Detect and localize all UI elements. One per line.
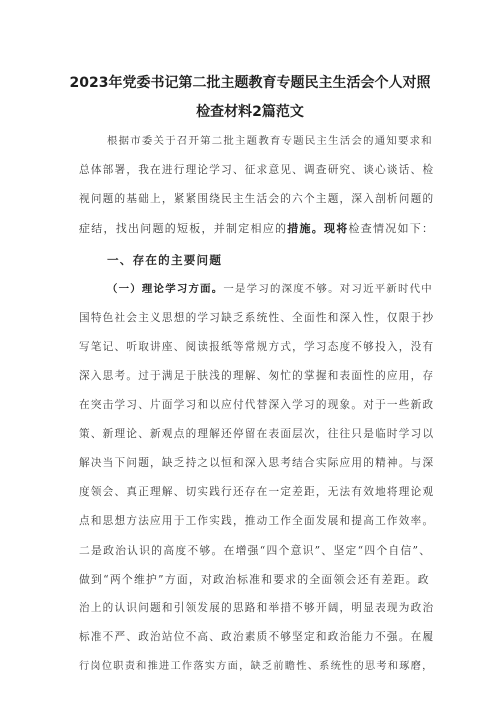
intro-tail-text: 检查情况如下： (348, 222, 435, 235)
body-line: 度领会、真正理解、切实践行还存在一定差距，无法有效地将理论观 (79, 486, 435, 498)
body-line: 二是政治认识的高度不够。在增强“四个意识”、坚定“四个自信”、 (79, 544, 432, 557)
intro-bold-text: 措施。现将 (287, 222, 349, 235)
body-line: 在突击学习、片面学习和以应付代替深入学习的现象。对于一些新政 (79, 399, 435, 411)
intro-line-last (79, 221, 434, 236)
subsection-first-line (107, 282, 434, 297)
body-line: 深入思考。过于满足于肤浅的理解、匆忙的掌握和表面性的应用，存 (79, 370, 435, 382)
intro-line: 视问题的基础上，紧紧围绕民主生活会的六个主题，深入剖析问题的 (79, 193, 435, 205)
document-title-line-1: 2023年党委书记第二批主题教育专题民主生活会个人对照 (69, 75, 431, 91)
document-title-line-2: 检查材料2篇范文 (196, 104, 304, 120)
subsection-label: （一）理论学习方面。 (107, 283, 224, 295)
intro-line: 根据市委关于召开第二批主题教育专题民主生活会的通知要求和 (107, 135, 433, 147)
intro-text: 症结，找出问题的短板，并制定相应的 (79, 222, 288, 235)
subsection-text: 一是学习的深度不够。对习近平新时代中 (223, 283, 433, 295)
body-line: 解决当下问题，缺乏持之以恒和深入思考结合实际应用的精神。与深 (79, 457, 435, 469)
body-line: 做到“两个维护”方面，对政治标准和要求的全面领会还有差距。政 (79, 573, 430, 586)
body-line: 治上的认识问题和引领发展的思路和举措不够开阔，明显表现为政治 (79, 602, 435, 614)
body-line: 写笔记、听取讲座、阅读报纸等常规方式，学习态度不够投入，没有 (79, 341, 435, 353)
body-line: 策、新理论、新观点的理解还停留在表面层次，往往只是临时学习以 (79, 428, 435, 440)
body-line: 点和思想方法应用于工作实践，推动工作全面发展和提高工作效率。 (79, 515, 435, 527)
section-heading: 一、存在的主要问题 (107, 253, 223, 267)
body-line: 行岗位职责和推进工作落实方面，缺乏前瞻性、系统性的思考和琢磨， (79, 661, 434, 672)
intro-line: 总体部署，我在进行理论学习、征求意见、调查研究、谈心谈话、检 (79, 164, 435, 176)
body-line: 标准不严、政治站位不高、政治素质不够坚定和政治能力不强。在履 (79, 631, 435, 643)
body-line: 国特色社会主义思想的学习缺乏系统性、全面性和深入性，仅限于抄 (79, 312, 435, 324)
